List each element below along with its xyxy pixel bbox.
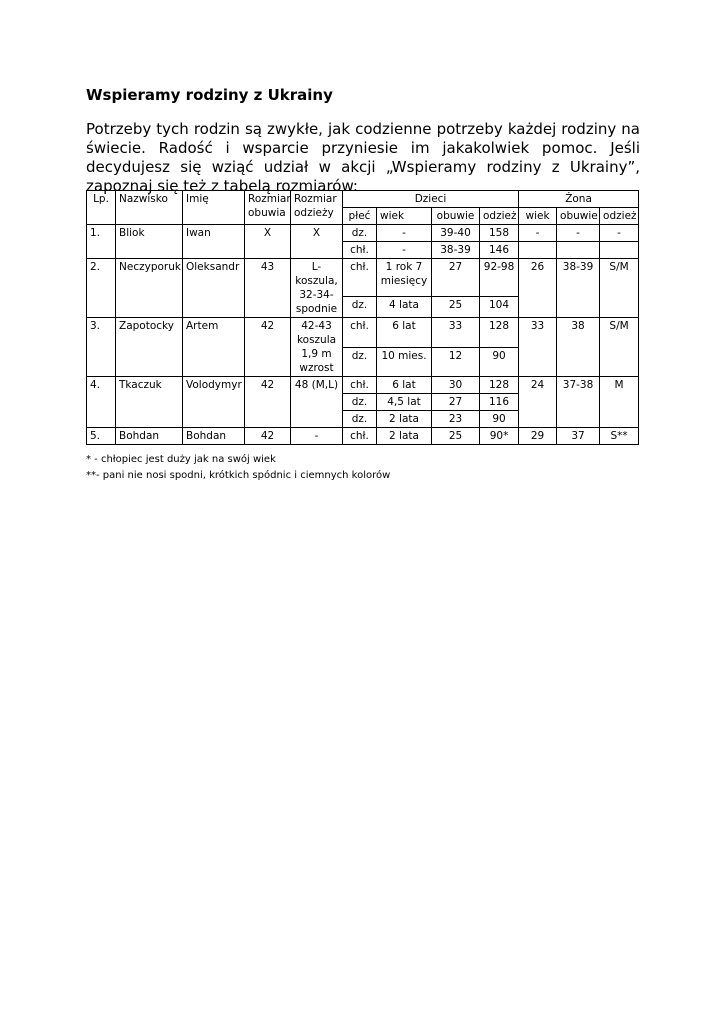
cell-rozmiar-obuwia: 43 [245,259,291,318]
header-zona-obuwie: obuwie [557,208,600,225]
cell-zona-obuwie-empty [557,242,600,259]
cell-obuwie: 27 [432,259,480,297]
cell-zona-obuwie: - [557,225,600,242]
cell-lp: 2. [87,259,116,318]
cell-wiek: 4,5 lat [377,394,432,411]
cell-rozmiar-obuwia: 42 [245,318,291,377]
cell-zona-wiek: - [519,225,557,242]
footnotes [86,452,390,484]
cell-wiek: 6 lat [377,318,432,348]
cell-wiek: - [377,225,432,242]
header-lp: Lp. [87,191,116,225]
cell-obuwie: 33 [432,318,480,348]
header-zona: Żona [519,191,639,208]
header-obuwie: obuwie [432,208,480,225]
cell-rozmiar-odziezy: L-koszula, 32-34-spodnie [291,259,343,318]
header-rozmiar-obuwia: Rozmiar obuwia [245,191,291,225]
cell-zona-wiek: 24 [519,377,557,428]
cell-zona-wiek-empty [519,242,557,259]
cell-odziez: 146 [480,242,519,259]
header-nazwisko: Nazwisko [116,191,183,225]
cell-wiek: 10 mies. [377,347,432,377]
cell-zona-odziez: M [600,377,639,428]
cell-plec: chł. [343,259,377,297]
table-row [87,428,639,445]
cell-odziez: 92-98 [480,259,519,297]
cell-rozmiar-odziezy: 48 (M,L) [291,377,343,428]
table-row [87,318,639,348]
cell-obuwie: 12 [432,347,480,377]
size-table [86,190,639,445]
cell-odziez: 90 [480,411,519,428]
cell-imie: Artem [183,318,245,377]
cell-rozmiar-odziezy: 42-43 koszula 1,9 m wzrost [291,318,343,377]
cell-rozmiar-obuwia: X [245,225,291,259]
cell-nazwisko: Bohdan [116,428,183,445]
cell-obuwie: 38-39 [432,242,480,259]
cell-odziez: 90 [480,347,519,377]
cell-imie: Volodymyr [183,377,245,428]
cell-zona-obuwie: 38-39 [557,259,600,318]
header-odziez: odzież [480,208,519,225]
cell-imie: Oleksandr [183,259,245,318]
cell-plec: chł. [343,318,377,348]
cell-plec: chł. [343,242,377,259]
cell-plec: chł. [343,428,377,445]
cell-zona-wiek: 26 [519,259,557,318]
header-dzieci: Dzieci [343,191,519,208]
header-zona-odziez: odzież [600,208,639,225]
cell-lp: 5. [87,428,116,445]
cell-wiek: 1 rok 7 miesięcy [377,259,432,297]
cell-zona-odziez-empty [600,242,639,259]
page-title: Wspieramy rodziny z Ukrainy [86,86,333,104]
cell-lp: 4. [87,377,116,428]
cell-zona-odziez: - [600,225,639,242]
header-zona-wiek: wiek [519,208,557,225]
cell-obuwie: 23 [432,411,480,428]
cell-nazwisko: Zapotocky [116,318,183,377]
cell-odziez: 116 [480,394,519,411]
header-plec: płeć [343,208,377,225]
cell-wiek: - [377,242,432,259]
cell-zona-wiek: 29 [519,428,557,445]
cell-plec: chł. [343,377,377,394]
table-row [87,377,639,394]
cell-nazwisko: Tkaczuk [116,377,183,428]
cell-wiek: 2 lata [377,428,432,445]
cell-odziez: 104 [480,297,519,318]
cell-odziez: 90* [480,428,519,445]
cell-obuwie: 25 [432,297,480,318]
cell-rozmiar-obuwia: 42 [245,377,291,428]
intro-paragraph: Potrzeby tych rodzin są zwykłe, jak codzienne potrzeby każdej rodziny na świecie. Radość i wsparcie przyniesie im jakakolwiek pomoc. Jeśli decydujesz się wziąć udział w akcji „Wspieramy rodziny z Ukrainy”, zapoznaj się też z tabelą rozmiarów: [86,120,640,195]
cell-imie: Iwan [183,225,245,259]
cell-nazwisko: Bliok [116,225,183,259]
cell-plec: dz. [343,225,377,242]
cell-zona-odziez: S/M [600,318,639,377]
footnote: * - chłopiec jest duży jak na swój wiek [86,454,276,465]
cell-odziez: 158 [480,225,519,242]
footnote: **- pani nie nosi spodni, krótkich spódnic i ciemnych kolorów [86,470,391,481]
table-row [87,225,639,242]
cell-rozmiar-odziezy: - [291,428,343,445]
table-body [87,225,639,445]
cell-odziez: 128 [480,318,519,348]
cell-zona-odziez: S** [600,428,639,445]
cell-plec: dz. [343,394,377,411]
cell-obuwie: 30 [432,377,480,394]
cell-obuwie: 39-40 [432,225,480,242]
cell-zona-obuwie: 37-38 [557,377,600,428]
cell-zona-obuwie: 37 [557,428,600,445]
cell-nazwisko: Neczyporuk [116,259,183,318]
cell-lp: 1. [87,225,116,259]
cell-rozmiar-odziezy: X [291,225,343,259]
header-wiek: wiek [377,208,432,225]
cell-imie: Bohdan [183,428,245,445]
table-header [87,191,639,225]
table-row [87,259,639,297]
cell-zona-wiek: 33 [519,318,557,377]
cell-wiek: 2 lata [377,411,432,428]
cell-plec: dz. [343,297,377,318]
cell-odziez: 128 [480,377,519,394]
header-imie: Imię [183,191,245,225]
header-rozmiar-odziezy: Rozmiar odzieży [291,191,343,225]
cell-plec: dz. [343,411,377,428]
cell-obuwie: 25 [432,428,480,445]
cell-lp: 3. [87,318,116,377]
cell-obuwie: 27 [432,394,480,411]
cell-rozmiar-obuwia: 42 [245,428,291,445]
cell-zona-obuwie: 38 [557,318,600,377]
cell-wiek: 6 lat [377,377,432,394]
cell-wiek: 4 lata [377,297,432,318]
cell-plec: dz. [343,347,377,377]
cell-zona-odziez: S/M [600,259,639,318]
